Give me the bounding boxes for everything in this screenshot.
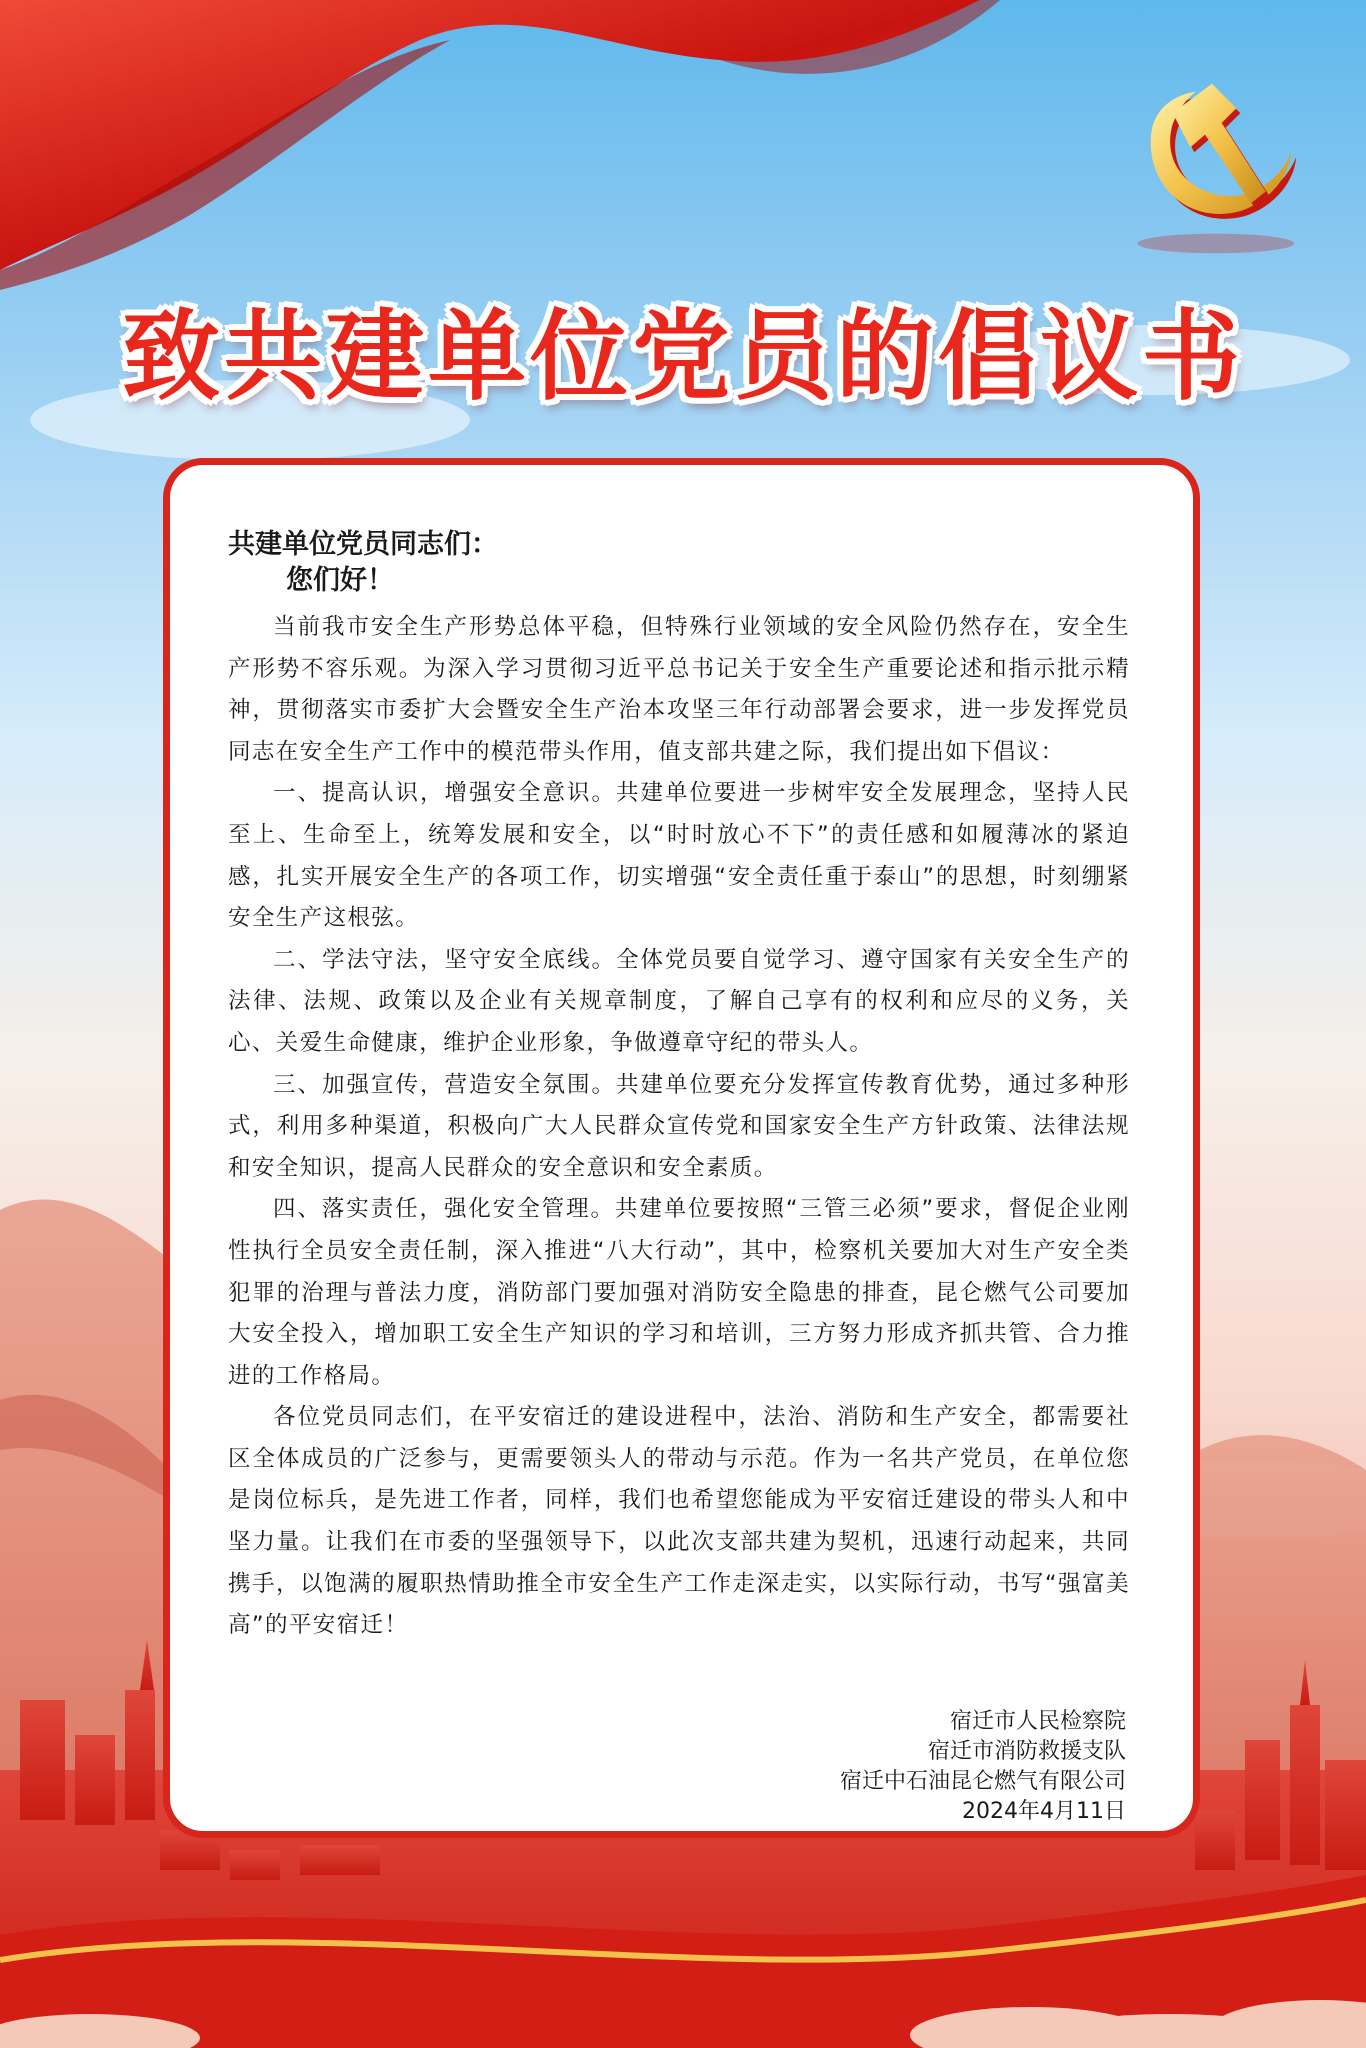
paragraph-intro: 当前我市安全生产形势总体平稳，但特殊行业领域的安全风险仍然存在，安全生产形势不容乐观。为深入学习贯彻习近平总书记关于安全生产重要论述和指示批示精神，贯彻落实市委扩大会暨安全生产治本攻坚三年行动部署会要求，进一步发挥党员同志在安全生产工作中的模范带头作用，值支部共建之际，我们提出如下倡议：	[228, 614, 1130, 765]
page-title: 致共建单位党员的倡议书	[121, 300, 1244, 414]
signature-block	[840, 1707, 1126, 1827]
signature-procuratorate: 宿迁市人民检察院	[949, 1709, 1126, 1734]
paragraph-point-1: 一、提高认识，增强安全意识。共建单位要进一步树牢安全发展理念，坚持人民至上、生命至上，统筹发展和安全，以“时时放心不下”的责任感和如履薄冰的紧迫感，扎实开展安全生产的各项工作，切实增强“安全责任重于泰山”的思想，时刻绷紧安全生产这根弦。	[228, 780, 1130, 932]
paragraph-point-4: 四、落实责任，强化安全管理。共建单位要按照“三管三必须”要求，督促企业刚性执行全员安全责任制，深入推进“八大行动”，其中，检察机关要加大对生产安全类犯罪的治理与普法力度，消防部门要加强对消防安全隐患的排查，昆仑燃气公司要加大安全投入，增加职工安全生产知识的学习和培训，三方努力形成齐抓共管、合力推进的工作格局。	[228, 1196, 1130, 1389]
letter-card	[163, 458, 1200, 1838]
red-flag-ribbon	[0, 0, 1000, 290]
signature-date: 2024年4月11日	[962, 1799, 1126, 1824]
greeting: 您们好！	[286, 565, 394, 596]
paragraph-point-2: 二、学法守法，坚守安全底线。全体党员要自觉学习、遵守国家有关安全生产的法律、法规、政策以及企业有关规章制度，了解自己享有的权利和应尽的义务，关心、关爱生命健康，维护企业形象，争做遵章守纪的带头人。	[228, 946, 1130, 1056]
letter-body	[228, 527, 1130, 1647]
paragraph-point-3: 三、加强宣传，营造安全氛围。共建单位要充分发挥宣传教育优势，通过多种形式，利用多种渠道，积极向广大人民群众宣传党和国家安全生产方针政策、法律法规和安全知识，提高人民群众的安全意识和安全素质。	[228, 1071, 1130, 1181]
paragraph-closing: 各位党员同志们，在平安宿迁的建设进程中，法治、消防和生产安全，都需要社区全体成员的广泛参与，更需要领头人的带动与示范。作为一名共产党员，在单位您是岗位标兵，是先进工作者，同样，我们也希望您能成为平安宿迁建设的带头人和中坚力量。让我们在市委的坚强领导下，以此次支部共建为契机，迅速行动起来，共同携手，以饱满的履职热情助推全市安全生产工作走深走实，以实际行动，书写“强富美高”的平安宿迁！	[228, 1404, 1130, 1639]
party-emblem-icon	[1108, 78, 1304, 256]
signature-fire-rescue: 宿迁市消防救援支队	[927, 1739, 1126, 1764]
salutation: 共建单位党员同志们：	[228, 529, 498, 560]
signature-gas-company: 宿迁中石油昆仑燃气有限公司	[839, 1769, 1126, 1794]
